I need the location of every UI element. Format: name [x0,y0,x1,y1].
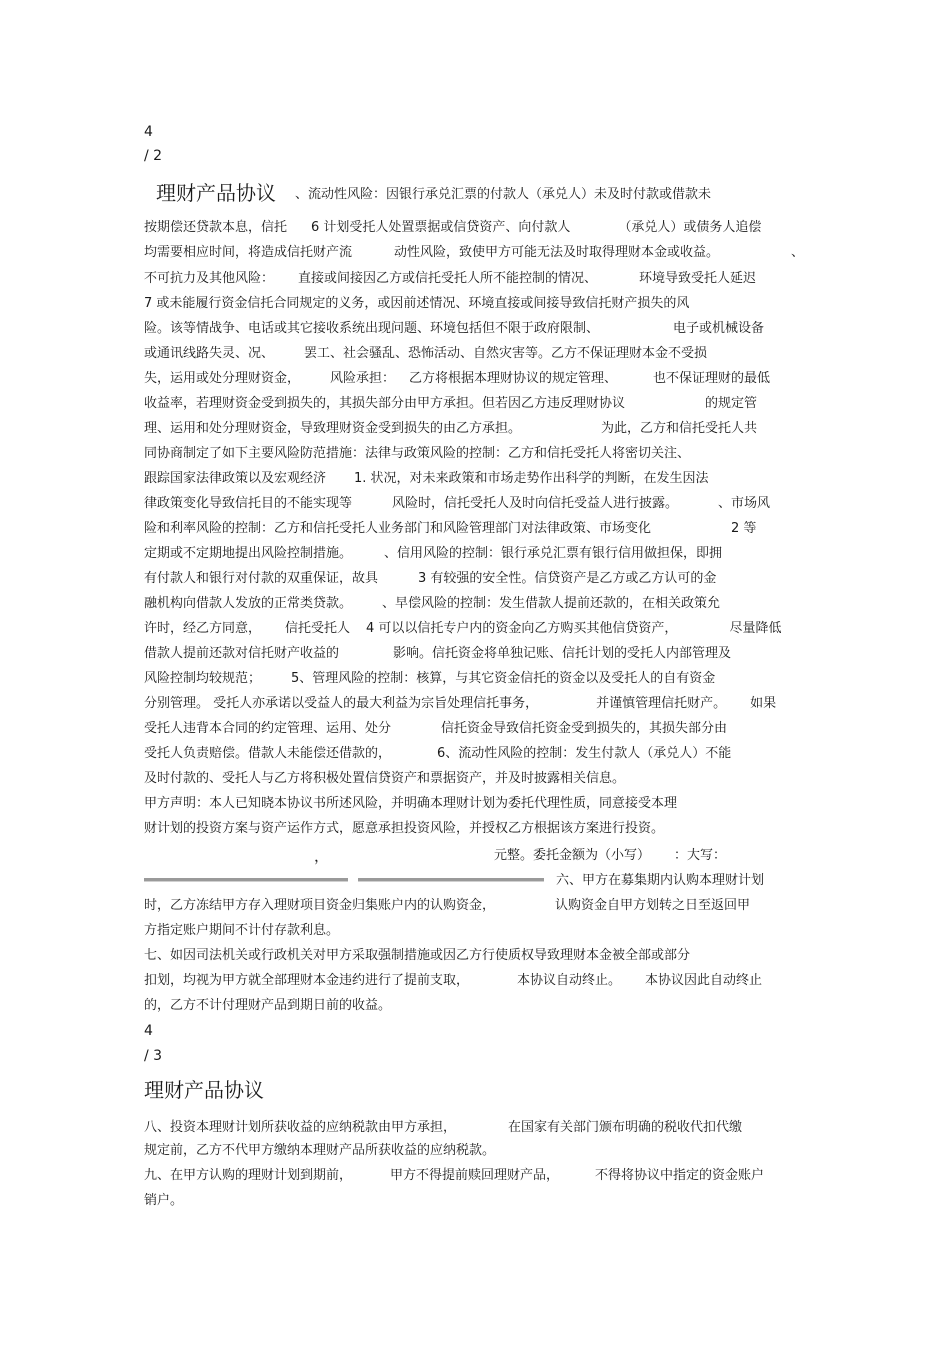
text-line: 跟踪国家法律政策以及宏观经济 1. 状况，对未来政策和市场走势作出科学的判断，在发生因法 [144,471,709,486]
text-line: 不可抗力及其他风险： 直接或间接因乙方或信托受托人所不能控制的情况、 环境导致受托人延迟 [144,271,757,286]
text-line: 受托人违背本合同的约定管理、运用、处分 信托资金导致信托资金受到损失的，其损失部分由 [144,721,728,736]
text-line: 均需要相应时间，将造成信托财产流 动性风险，致使甲方可能无法及时取得理财本金或收益。 、 [144,245,805,260]
clause-6-start: 六、甲方在募集期内认购本理财计划 [556,873,765,888]
text-line: 险。该等情战争、电话或其它接收系统出现问题、环境包括但不限于政府限制、 电子或机械设备 [144,321,765,336]
text-line: 律政策变化导致信托目的不能实现等 风险时，信托受托人及时向信托受益人进行披露。 、市场风 [144,496,771,511]
amount-line: 元整。委托金额为（小写） ：大写： [494,848,727,863]
text-line: 七、如因司法机关或行政机关对甲方采取强制措施或因乙方行使质权导致理财本金被全部或部分 [144,948,691,963]
text-line: 受托人负责赔偿。借款人未能偿还借款的， 6、流动性风险的控制：发生付款人（承兑人）不能 [144,746,732,761]
page-number-top: 4 [144,1023,153,1039]
text-line: 有付款人和银行对付款的双重保证，故具 3 有较强的安全性。信贷资产是乙方或乙方认可的金 [144,571,717,586]
text-line: 八、投资本理财计划所获收益的应纳税款由甲方承担， 在国家有关部门颁布明确的税收代扣代缴 [144,1120,743,1135]
text-line: 的，乙方不计付理财产品到期日前的收益。 [144,998,392,1013]
text-line: 失，运用或处分理财资金， 风险承担： 乙方将根据本理财协议的规定管理、 也不保证理财的最低 [144,371,771,386]
page-title: 理财产品协议 [156,181,276,205]
text-line: 九、在甲方认购的理财计划到期前， 甲方不得提前赎回理财产品， 不得将协议中指定的资金账户 [144,1168,765,1183]
text-line: 规定前，乙方不代甲方缴纳本理财产品所获收益的应纳税款。 [144,1143,496,1158]
text-line: 定期或不定期地提出风险控制措施。 、信用风险的控制：银行承兑汇票有银行信用做担保，即拥 [144,546,723,561]
text-line: 扣划，均视为甲方就全部理财本金违约进行了提前支取， 本协议自动终止。 本协议因此自动终止 [144,973,763,988]
text-line: 理、运用和处分理财资金，导致理财资金受到损失的由乙方承担。 为此，乙方和信托受托人共 [144,421,758,436]
page-number-bottom: / 2 [144,148,163,164]
text-line: 及时付款的、受托人与乙方将积极处置信贷资产和票据资产，并及时披露相关信息。 [144,771,626,786]
text-line: 销户。 [144,1193,184,1208]
amount-blank-line[interactable] [358,878,544,881]
amount-comma: ， [314,847,330,865]
page-number-bottom: / 3 [144,1048,163,1064]
title-tail-text: 、流动性风险：因银行承兑汇票的付款人（承兑人）未及时付款或借款未 [295,187,712,202]
page-title: 理财产品协议 [144,1078,264,1102]
text-line: 甲方声明：本人已知晓本协议书所述风险，并明确本理财计划为委托代理性质，同意接受本理 [144,796,678,811]
text-line: 按期偿还贷款本息，信托 6 计划受托人处置票据或信贷资产、向付款人 （承兑人）或债务人追偿 [144,220,762,235]
text-line: 许时，经乙方同意， 信托受托人 4 可以以信托专户内的资金向乙方购买其他信贷资产， 尽量降低 [144,621,782,636]
text-line: 收益率，若理财资金受到损失的，其损失部分由甲方承担。但若因乙方违反理财协议 的规定管 [144,396,758,411]
amount-blank-line[interactable] [144,878,348,881]
text-line: 方指定账户期间不计付存款利息。 [144,923,340,938]
text-line: 同协商制定了如下主要风险防范措施：法律与政策风险的控制：乙方和信托受托人将密切关注、 [144,446,691,461]
text-line: 财计划的投资方案与资产运作方式，愿意承担投资风险，并授权乙方根据该方案进行投资。 [144,821,665,836]
text-line: 分别管理。 受托人亦承诺以受益人的最大利益为宗旨处理信托事务， 并谨慎管理信托财产。 如果 [144,696,777,711]
page-number-top: 4 [144,124,153,140]
text-line: 时，乙方冻结甲方存入理财项目资金归集账户内的认购资金， 认购资金自甲方划转之日至返回甲 [144,898,751,913]
text-line: 融机构向借款人发放的正常类贷款。 、早偿风险的控制：发生借款人提前还款的，在相关政策允 [144,596,721,611]
text-line: 风险控制均较规范； 5、管理风险的控制：核算，与其它资金信托的资金以及受托人的自有资金 [144,671,716,686]
text-line: 或通讯线路失灵、况、 罢工、社会骚乱、恐怖活动、自然灾害等。乙方不保证理财本金不受损 [144,346,708,361]
text-line: 借款人提前还款对信托财产收益的 影响。信托资金将单独记账、信托计划的受托人内部管理及 [144,646,732,661]
text-line: 7 或未能履行资金信托合同规定的义务，或因前述情况、环境直接或间接导致信托财产损失的风 [144,296,690,311]
text-line: 险和利率风险的控制：乙方和信托受托人业务部门和风险管理部门对法律政策、市场变化 2 等 [144,521,757,536]
